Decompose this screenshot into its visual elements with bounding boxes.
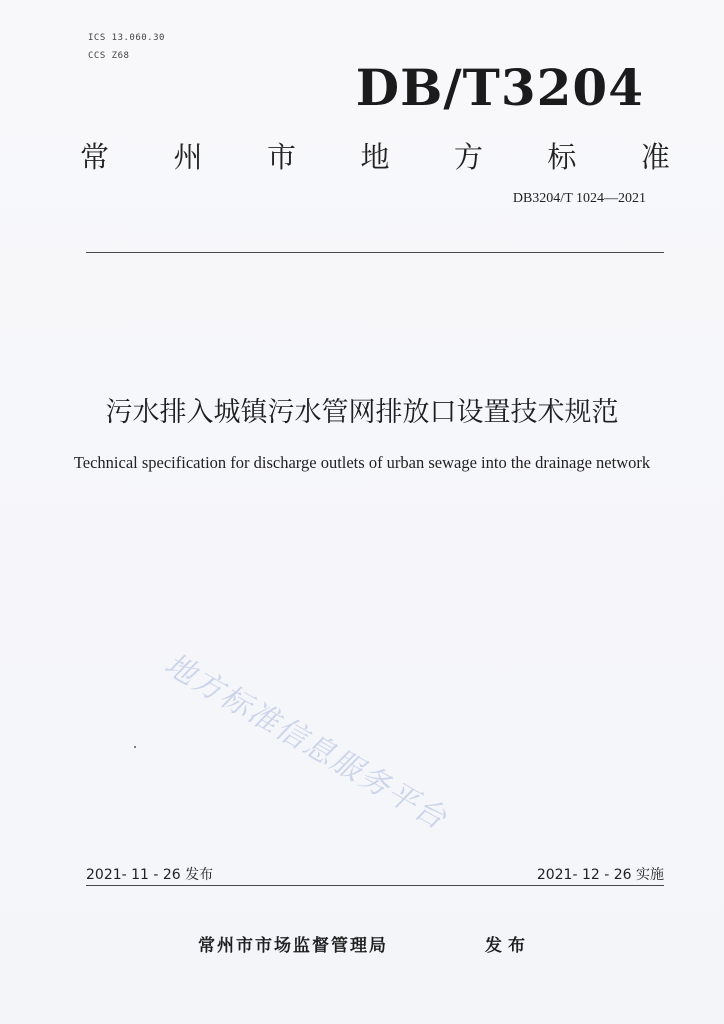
standard-type-char: 市: [266, 140, 296, 174]
issue-label: 发布: [485, 936, 531, 956]
title-chinese: 污水排入城镇污水管网排放口设置技术规范: [105, 397, 619, 428]
speck: [134, 746, 136, 748]
standard-number: DB3204/T 1024—2021: [512, 191, 646, 206]
implementation-date: 2021- 12 - 26 实施: [536, 867, 664, 883]
issue-date: 2021- 11 - 26 发布: [86, 867, 214, 883]
watermark: 地方标准信息服务平台: [158, 646, 454, 838]
standard-type-char: 标: [547, 140, 577, 174]
title-english: Technical specification for discharge outlets of urban sewage into the drainage network: [73, 453, 651, 472]
ics-code: ICS 13.060.30: [88, 33, 165, 43]
standard-code: DB/T3204: [355, 58, 644, 117]
standard-type-char: 州: [173, 140, 203, 174]
bottom-divider: [86, 885, 664, 886]
standard-type-char: 准: [640, 140, 670, 174]
standard-type-char: 地: [360, 140, 390, 174]
standard-type-char: 方: [453, 140, 483, 174]
standard-type-char: 常: [80, 140, 110, 174]
issuing-authority: 常州市市场监督管理局: [198, 936, 388, 956]
top-divider: [86, 252, 664, 253]
standard-type: [80, 135, 670, 176]
ccs-code: CCS Z68: [88, 51, 130, 61]
